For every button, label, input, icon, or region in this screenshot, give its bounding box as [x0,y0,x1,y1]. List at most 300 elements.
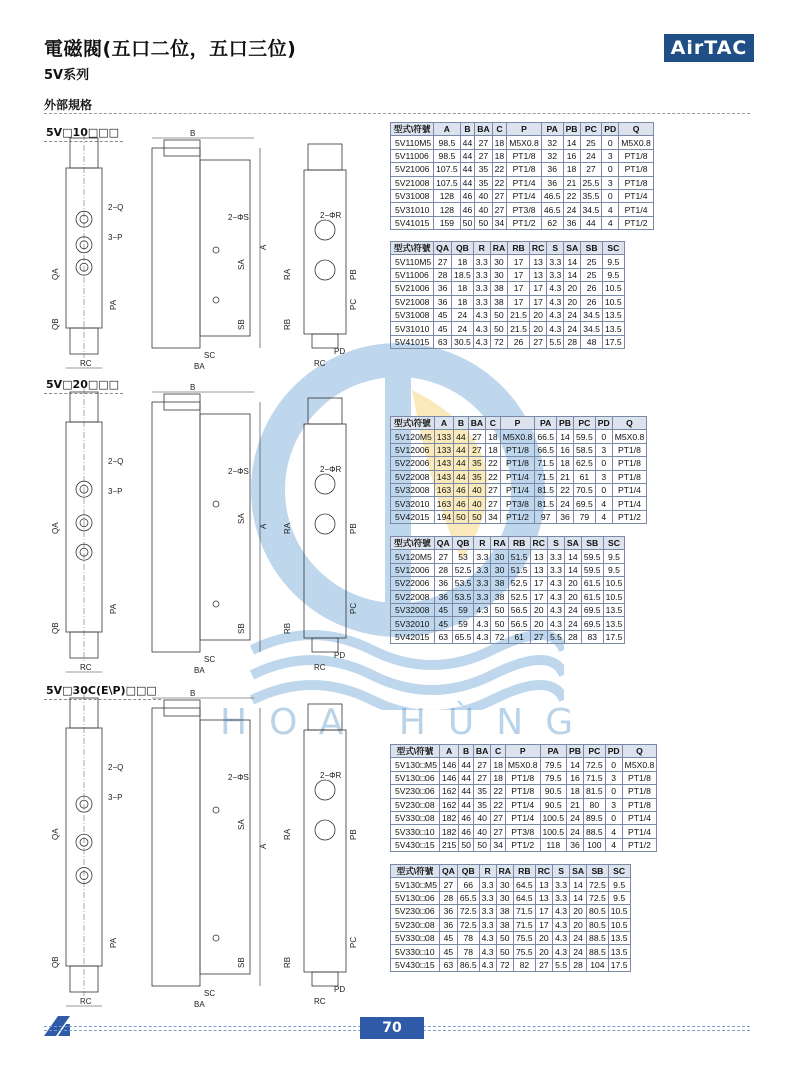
table-cell: 143 [434,470,453,483]
table-row [391,268,625,281]
table-cell: 72.5 [457,918,479,931]
table-cell: 163 [434,497,453,510]
table-header-cell: A [434,123,461,136]
dimension-label: SA [237,513,246,524]
table-cell: 163 [434,483,453,496]
table-cell: 44 [580,216,602,229]
table-cell: 13 [530,550,547,563]
table-cell: 44 [460,149,475,162]
table-cell: 5V11006 [391,149,434,162]
table-cell: 17 [535,905,552,918]
table-cell: 13 [529,268,546,281]
table-cell: 9.5 [608,878,630,891]
table-header-cell: 型式\符號 [391,123,434,136]
table-cell: 36 [541,163,563,176]
table-cell: 13 [530,563,547,576]
table-cell: 35 [468,470,485,483]
table-cell: 13 [529,255,546,268]
table-cell: 18 [563,163,580,176]
table-cell: 22 [492,163,507,176]
mount-hole [213,601,219,607]
table-cell: 5V31010 [391,203,434,216]
dimension-label: SA [237,259,246,270]
table-cell: 5V130□M5 [391,758,440,771]
table-cell: 86.5 [457,958,479,971]
table-header-cell: 型式\符號 [391,865,440,878]
dimension-label: PA [109,603,118,614]
table-cell: 61 [508,630,530,643]
table-header-cell: B [459,745,474,758]
table-cell: 45 [434,617,452,630]
group-1-diagram [44,130,362,370]
valve-body-end [304,730,346,972]
table-header-cell: RC [529,242,546,255]
mount-hole [213,807,219,813]
table-cell: 56.5 [508,603,530,616]
table-cell: 22 [486,470,501,483]
table-cell: 44 [460,176,475,189]
table-cell: 3.3 [479,878,496,891]
table-cell: 17 [529,282,546,295]
valve-body-side [152,402,200,652]
table-cell: 18 [492,136,507,149]
table-cell: 71.5 [583,771,605,784]
dimension-label: PB [349,829,358,840]
table-cell: 3.3 [553,878,570,891]
table-cell: 52.5 [508,577,530,590]
table-cell: 72.5 [583,758,605,771]
table-cell: 27 [491,825,506,838]
table-cell: 5V32008 [391,603,435,616]
table-cell: 133 [434,443,453,456]
table-cell: 38 [496,918,513,931]
table-header-cell: QA [434,242,452,255]
table-cell: 24 [570,945,587,958]
table-cell: 5V130□06 [391,891,440,904]
table-header-cell: R [479,865,496,878]
table-cell: 34 [492,216,507,229]
dimension-label: RC [314,663,326,672]
table-cell: 72 [490,335,507,348]
table-cell: 3.3 [553,891,570,904]
table-cell: PT1/2 [507,216,542,229]
section-heading: 外部規格 [44,98,93,112]
table-cell: 14 [570,891,587,904]
table-cell: PT3/8 [507,203,542,216]
table-cell: 62.5 [574,457,596,470]
table-cell: 24 [567,825,584,838]
table-cell: 9.5 [603,563,625,576]
table-cell: 3.3 [479,918,496,931]
table-cell: 17 [508,268,530,281]
table-cell: 5V31010 [391,322,434,335]
dimension-label: BA [194,1000,205,1008]
table-cell: 27 [580,163,602,176]
table-cell: 5V430□15 [391,958,440,971]
dimension-label: PA [109,299,118,310]
table-cell: 40 [468,483,485,496]
table-cell: 27 [473,771,490,784]
table-row [391,322,625,335]
table-header-cell: RB [513,865,535,878]
table-cell: 13 [535,891,552,904]
table-cell: M5X0.8 [619,136,654,149]
table-row [391,483,647,496]
table-cell: PT1/8 [622,785,657,798]
table-cell: 22 [492,176,507,189]
table-cell: 3.3 [473,295,490,308]
table-cell: 69.5 [581,617,603,630]
table-cell: 88.5 [587,945,609,958]
table-header-cell: Q [622,745,657,758]
table-cell: PT1/4 [507,176,542,189]
table-row [391,590,625,603]
table-header-cell: RB [508,537,530,550]
table-cell: 21.5 [508,322,530,335]
table-cell: 50 [459,838,474,851]
table-cell: 45 [439,931,457,944]
table-cell: 71.5 [535,470,557,483]
table-cell: 63 [434,630,452,643]
table-cell: 35.5 [580,189,602,202]
table-cell: 10.5 [602,282,624,295]
table-cell: 25 [580,136,602,149]
table-cell: 9.5 [608,891,630,904]
valve-body-end [304,424,346,638]
table-row [391,603,625,616]
table-row [391,136,654,149]
dimension-label: B [190,384,196,392]
table-cell: 100.5 [540,825,567,838]
table-cell: 3.3 [474,550,491,563]
table-cell: 5V120M5 [391,430,435,443]
table-cell: 5V230□06 [391,785,440,798]
table-cell: 64.5 [513,878,535,891]
table-cell: 5V22008 [391,590,435,603]
table-cell: 4 [595,510,612,523]
table-cell: 72.5 [587,878,609,891]
table-cell: 46 [454,497,469,510]
dimension-label: 2−Q [108,763,124,772]
dimension-label: 2−ΦR [320,211,342,220]
table-cell: 35 [473,798,490,811]
table-cell: M5X0.8 [505,758,540,771]
table-header-cell: PA [535,417,557,430]
table-cell: 30 [496,891,513,904]
table-cell: 28 [570,958,587,971]
table-cell: 51.5 [508,550,530,563]
table-cell: 5V230□08 [391,918,440,931]
table-cell: 0 [605,785,622,798]
dimension-label: A [259,843,268,849]
dimension-label: 3−P [108,487,123,496]
exhaust-port [315,780,335,800]
table-header-cell: QA [434,537,452,550]
group-3-label: 5V□30C(E\P)□□□ [44,683,161,700]
table-cell: 32 [541,149,563,162]
table-row [391,891,631,904]
table-cell: 5V22008 [391,470,435,483]
table-cell: 44 [459,771,474,784]
table-cell: 20 [564,295,581,308]
table-cell: 65.5 [452,630,474,643]
table-cell: 4.3 [479,931,496,944]
table-cell: 66 [457,878,479,891]
table-header-cell: B [454,417,469,430]
dimension-label: PC [349,298,358,310]
table-cell: 28 [564,335,581,348]
table-cell: 27 [473,758,490,771]
table-row [391,878,631,891]
table-header-cell: RC [530,537,547,550]
table-cell: 3.3 [547,550,564,563]
exhaust-port [315,820,335,840]
table-cell: 35 [473,785,490,798]
table-cell: 3 [595,443,612,456]
table-cell: 10.5 [603,577,625,590]
table-header-cell: C [486,417,501,430]
table-header-cell: P [500,417,535,430]
table-cell: 35 [468,457,485,470]
table-cell: 26 [581,282,603,295]
table-cell: 0 [602,189,619,202]
table-cell: 34 [486,510,501,523]
table-cell: 10.5 [608,918,630,931]
table-cell: 64.5 [513,891,535,904]
table-cell: 0 [605,811,622,824]
table-cell: 45 [434,308,452,321]
table-cell: 5V330□08 [391,931,440,944]
table-cell: 3 [605,798,622,811]
table-cell: 24 [564,322,581,335]
table-cell: 16 [567,771,584,784]
table-cell: 215 [439,838,458,851]
table-cell: 27 [468,430,485,443]
table-cell: 35 [475,176,492,189]
end-connector [312,972,338,986]
table-cell: 24 [580,149,602,162]
table-header-cell: 型式\符號 [391,537,435,550]
table-cell: 18 [486,430,501,443]
table-row [391,176,654,189]
table-cell: 4.3 [474,603,491,616]
table-cell: 146 [439,758,458,771]
table-cell: 10.5 [603,590,625,603]
dimension-label: RC [80,359,92,368]
dimension-label: RC [314,359,326,368]
table-cell: 53 [452,550,474,563]
dimension-label: A [259,244,268,250]
table-cell: 27 [439,878,457,891]
table-cell: 20 [529,308,546,321]
table-cell: 5V42015 [391,510,435,523]
table-cell: 18 [491,771,506,784]
table-cell: 5V230□06 [391,905,440,918]
table-cell: 50 [491,617,508,630]
table-cell: 5V120M5 [391,550,435,563]
table-row [391,203,654,216]
table-cell: 5V330□10 [391,825,440,838]
table-cell: 100.5 [540,811,567,824]
dimension-label: PD [334,347,346,356]
table-cell: 72 [496,958,513,971]
table-cell: 51.5 [508,563,530,576]
table-row [391,918,631,931]
dimension-label: SB [237,319,246,330]
table-cell: 20 [530,603,547,616]
table-cell: 38 [496,905,513,918]
table-cell: 4.3 [479,945,496,958]
page-title: 電磁閥(五口二位，五口三位) [44,38,297,60]
table-cell: 4.3 [474,617,491,630]
table-cell: 5V21006 [391,282,434,295]
dimension-label: SC [204,351,216,360]
table-cell: 61.5 [581,577,603,590]
table-cell: 90.5 [540,798,567,811]
table-cell: 27 [491,811,506,824]
table-cell: 62 [541,216,563,229]
table-cell: 24 [564,603,581,616]
table-cell: 5V110M5 [391,255,434,268]
table-cell: 30 [491,563,508,576]
table-cell: 30.5 [452,335,474,348]
table-cell: 21 [557,470,574,483]
table-cell: 72.5 [587,891,609,904]
table-cell: 46.5 [541,203,563,216]
table-header-cell: SA [564,537,581,550]
table-cell: 17 [508,255,530,268]
valve-body-side [152,708,200,986]
table-cell: 27 [475,149,492,162]
table-cell: 5V31008 [391,189,434,202]
dimension-label: SC [204,989,216,998]
table-header-cell: P [505,745,540,758]
table-cell: 78 [457,931,479,944]
group-2-table-b [390,536,625,644]
table-cell: 36 [567,838,584,851]
table-cell: 58.5 [574,443,596,456]
dimension-label: QA [51,268,60,280]
table-cell: 133 [434,430,453,443]
page-number: 70 [360,1017,424,1039]
table-cell: 3.3 [473,268,490,281]
table-cell: 162 [439,798,458,811]
table-header-cell: C [491,745,506,758]
table-cell: 17.5 [603,630,625,643]
table-cell: 20 [529,322,546,335]
table-cell: 22 [491,798,506,811]
table-cell: 44 [459,798,474,811]
table-cell: PT1/4 [622,811,657,824]
table-header-cell: PC [583,745,605,758]
table-cell: 20 [570,905,587,918]
table-cell: 27 [486,483,501,496]
table-header-cell: RA [496,865,513,878]
dimension-label: RC [80,663,92,672]
dimension-label: 2−ΦR [320,465,342,474]
table-cell: 10.5 [608,905,630,918]
group-1-table-a [390,122,654,230]
table-cell: 4.3 [547,577,564,590]
table-row [391,255,625,268]
table-cell: 89.5 [583,811,605,824]
table-cell: 83 [581,630,603,643]
table-cell: 50 [454,510,469,523]
table-cell: 14 [570,878,587,891]
table-cell: PT3/8 [500,497,535,510]
table-cell: 44 [454,443,469,456]
valve-body-side-2 [200,720,250,974]
table-cell: PT1/4 [619,203,654,216]
dimension-label: RC [80,997,92,1006]
table-cell: 128 [434,203,461,216]
table-cell: 104 [587,958,609,971]
dimension-label: PC [349,602,358,614]
table-cell: 17 [508,282,530,295]
table-header-cell: SC [608,865,630,878]
table-cell: 3 [602,149,619,162]
table-cell: 46 [454,483,469,496]
end-connector [312,334,338,348]
dimension-label: 2−ΦR [320,771,342,780]
table-cell: 80.5 [587,905,609,918]
dimension-label: BA [194,666,205,674]
table-cell: 0 [602,163,619,176]
dimension-label: 2−ΦS [228,773,249,782]
table-cell: 20 [535,931,552,944]
table-cell: 81.5 [535,497,557,510]
table-cell: PT1/2 [505,838,540,851]
table-cell: 25 [581,268,603,281]
table-cell: 66.5 [535,430,557,443]
table-cell: 45 [434,322,452,335]
dimension-label: SC [204,655,216,664]
table-cell: 20 [564,577,581,590]
table-cell: 20 [570,918,587,931]
table-cell: PT1/4 [612,483,647,496]
connector-head [308,398,342,424]
table-cell: PT1/2 [619,216,654,229]
table-header-cell: PA [540,745,567,758]
table-cell: 143 [434,457,453,470]
table-cell: 59 [452,603,474,616]
table-cell: 4 [602,216,619,229]
table-cell: 59.5 [574,430,596,443]
table-cell: 4.3 [547,590,564,603]
table-cell: 38 [490,282,507,295]
table-cell: 36 [434,577,452,590]
table-cell: 36 [434,295,452,308]
table-cell: 4.3 [473,322,490,335]
group-2-diagram [44,384,362,674]
table-header-cell: PD [602,123,619,136]
table-cell: 81.5 [583,785,605,798]
table-cell: 79.5 [540,758,567,771]
table-cell: 36 [434,590,452,603]
table-cell: 18 [452,255,474,268]
table-cell: 27 [434,550,452,563]
table-cell: 146 [439,771,458,784]
table-cell: 0 [595,430,612,443]
table-header-cell: PD [605,745,622,758]
dimension-label: 3−P [108,793,123,802]
table-cell: 182 [439,825,458,838]
table-cell: 4.3 [547,322,564,335]
group-1-table-b [390,241,625,349]
valve-body-side [152,148,200,348]
table-header-cell: S [547,242,564,255]
dimension-label: PD [334,985,346,994]
